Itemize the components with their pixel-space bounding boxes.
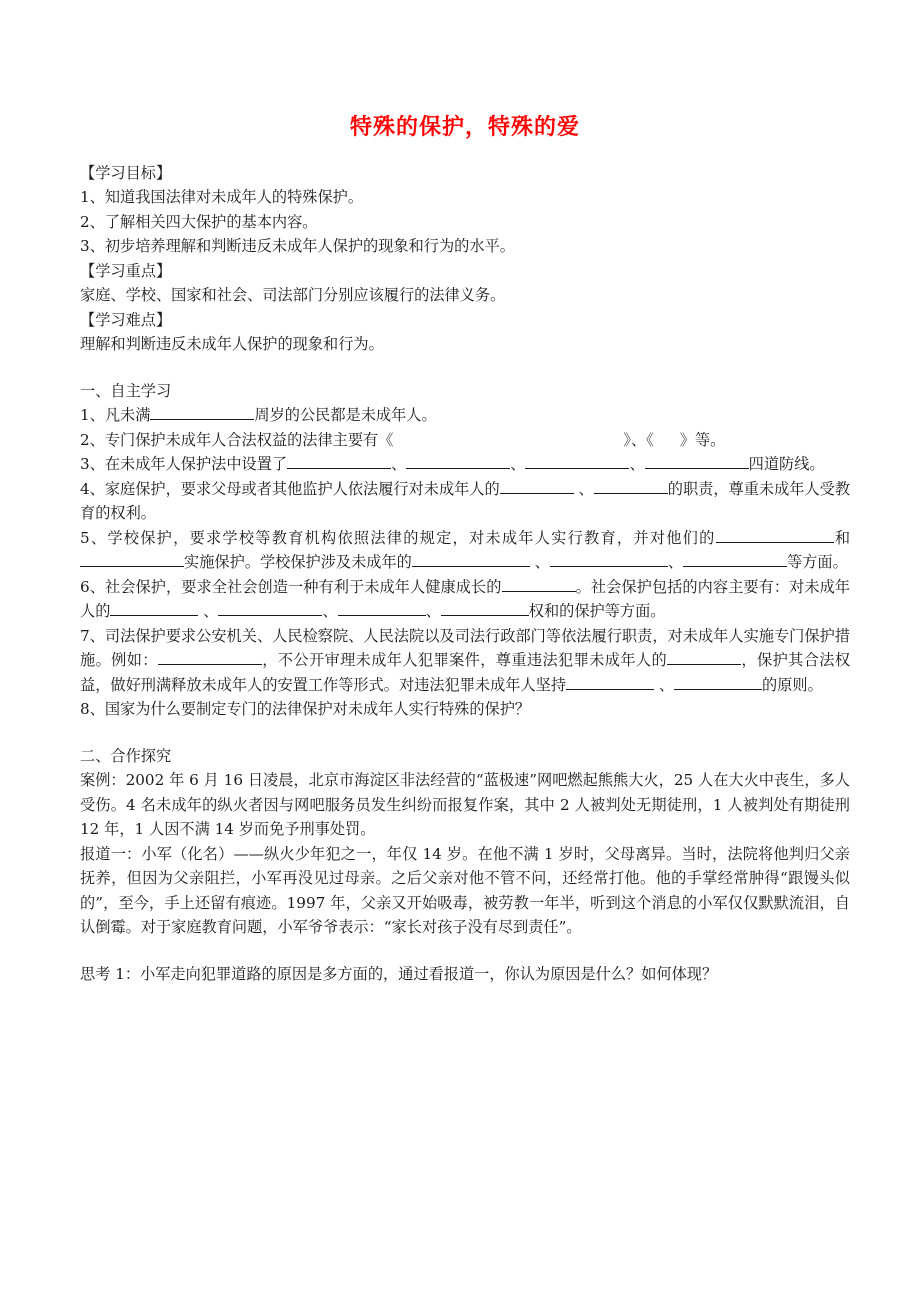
q7-p3: ，保护其合法权益，做好刑满释放未成年人的安置工作等形式。对违法犯罪未成年人坚持 bbox=[80, 651, 851, 694]
objective-item-1: 1、知道我国法律对未成年人的特殊保护。 bbox=[80, 188, 364, 207]
q5-p1: 5、学校保护，要求学校等教育机构依照法律的规定，对未成年人实行教育，并对他们的 bbox=[80, 528, 716, 547]
q3-suffix: 四道防线。 bbox=[748, 455, 825, 474]
question-one-text: 思考 1：小军走向犯罪道路的原因是多方面的，通过看报道一，你认为原因是什么？如何体现？ bbox=[80, 964, 718, 983]
fill-blank[interactable] bbox=[150, 419, 254, 420]
fill-blank[interactable] bbox=[550, 566, 668, 567]
fill-blank[interactable] bbox=[338, 615, 426, 616]
q5-p5: 、 bbox=[667, 553, 684, 572]
cooperative-heading: 二、合作探究 bbox=[80, 746, 172, 765]
self-study-question-8: 8、国家为什么要制定专门的法律保护对未成年人实行特殊的保护？ bbox=[80, 700, 531, 719]
q4-prefix: 4、家庭保护，要求父母或者其他监护人依法履行对未成年人的 bbox=[80, 479, 500, 498]
spacer bbox=[80, 940, 850, 962]
q5-p2: 和 bbox=[833, 528, 851, 547]
fill-blank[interactable] bbox=[674, 689, 762, 690]
spacer bbox=[80, 722, 850, 744]
q6-p3: 、 bbox=[198, 602, 219, 621]
q5-p3: 实施保护。学校保护涉及未成年的 bbox=[184, 553, 412, 572]
self-study-question-3 bbox=[80, 452, 850, 477]
fill-blank[interactable] bbox=[500, 493, 574, 494]
spacer bbox=[80, 357, 850, 379]
page-title: 特殊的保护，特殊的爱 bbox=[349, 114, 580, 140]
self-study-question-2 bbox=[80, 428, 850, 453]
key-points-text: 家庭、学校、国家和社会、司法部门分别应该履行的法律义务。 bbox=[80, 286, 506, 305]
fill-blank[interactable] bbox=[594, 493, 668, 494]
q2-suffix: 》等。 bbox=[679, 430, 726, 449]
fill-blank[interactable] bbox=[441, 615, 529, 616]
objectives-heading: 【学习目标】 bbox=[80, 163, 172, 182]
q2-prefix: 2、专门保护未成年人合法权益的法律主要有《 bbox=[80, 430, 394, 449]
self-study-heading: 一、自主学习 bbox=[80, 381, 172, 400]
fill-blank[interactable] bbox=[645, 468, 749, 469]
q1-prefix: 1、凡未满 bbox=[80, 406, 151, 425]
self-study-question-4 bbox=[80, 477, 850, 526]
q3-sep2: 、 bbox=[510, 455, 526, 474]
key-points-heading: 【学习重点】 bbox=[80, 261, 172, 280]
objective-item-3: 3、初步培养理解和判断违反未成年人保护的现象和行为的水平。 bbox=[80, 237, 515, 256]
q3-sep1: 、 bbox=[391, 455, 407, 474]
case-text: 案例：2002 年 6 月 16 日凌晨，北京市海淀区非法经营的“蓝极速”网吧燃起熊熊大火，25 人在大火中丧生，多人受伤。4 名未成年的纵火者因与网吧服务员发生纠纷而报复作案，其中 2 人被判处无期徒刑，1 人被判处有期徒刑 12 年，1 人因不满 14 岁而免予刑事处罚。 bbox=[80, 771, 855, 839]
self-study-question-1 bbox=[80, 403, 850, 428]
q6-p6: 权和的保护等方面。 bbox=[528, 602, 666, 621]
q3-prefix: 3、在未成年人保护法中设置了 bbox=[80, 455, 288, 474]
fill-blank[interactable] bbox=[218, 615, 322, 616]
fill-blank[interactable] bbox=[110, 615, 198, 616]
q6-p2: 。社会保护包括的内容主要有：对未成年人的 bbox=[80, 577, 851, 621]
fill-blank[interactable] bbox=[667, 664, 741, 665]
q4-suffix: 的职责，尊重未成年人受教育的权利。 bbox=[80, 479, 850, 523]
objective-item-2: 2、了解相关四大保护的基本内容。 bbox=[80, 212, 318, 231]
fill-blank[interactable] bbox=[406, 468, 510, 469]
difficulties-heading: 【学习难点】 bbox=[80, 310, 172, 329]
q6-p1: 6、社会保护，要求全社会创造一种有利于未成年人健康成长的 bbox=[80, 577, 502, 596]
q1-suffix: 周岁的公民都是未成年人。 bbox=[254, 406, 437, 425]
q4-sep: 、 bbox=[573, 479, 594, 498]
q7-p1: 7、司法保护要求公安机关、人民检察院、人民法院以及司法行政部门等依法履行职责，对未成年人实施专门保护措施。例如： bbox=[80, 626, 850, 670]
fill-blank[interactable] bbox=[502, 591, 576, 592]
self-study-question-5 bbox=[80, 526, 850, 575]
self-study-question-7 bbox=[80, 624, 850, 698]
q5-p6: 等方面。 bbox=[787, 553, 848, 572]
q3-sep3: 、 bbox=[629, 455, 645, 474]
fill-blank[interactable] bbox=[80, 566, 184, 567]
q5-p4: 、 bbox=[529, 553, 550, 572]
fill-blank[interactable] bbox=[716, 542, 834, 543]
fill-blank[interactable] bbox=[287, 468, 391, 469]
self-study-question-6 bbox=[80, 575, 850, 624]
q7-p5: 的原则。 bbox=[762, 675, 823, 694]
q6-p5: 、 bbox=[425, 602, 441, 621]
difficulties-text: 理解和判断违反未成年人保护的现象和行为。 bbox=[80, 335, 384, 354]
q2-mid: 》、《 bbox=[623, 430, 654, 449]
q7-p4: 、 bbox=[654, 675, 675, 694]
q6-p4: 、 bbox=[322, 602, 338, 621]
report-one-text: 报道一：小军（化名）——纵火少年犯之一，年仅 14 岁。在他不满 1 岁时，父母离异。当时，法院将他判归父亲抚养，但因为父亲阻拦，小军再没见过母亲。之后父亲对他不管不问，还经常打他。他的手掌经常肿得“跟馒头似的”，至今，手上还留有痕迹。1997 年，父亲又开始吸毒，被劳教一年半，听到这个消息的小军仅仅默默流泪，自认倒霉。对于家庭教育问题，小军爷爷表示：“家长对孩子没有尽到责任”。 bbox=[80, 844, 850, 937]
fill-blank[interactable] bbox=[683, 566, 787, 567]
fill-blank[interactable] bbox=[525, 468, 629, 469]
fill-blank[interactable] bbox=[412, 566, 530, 567]
fill-blank[interactable] bbox=[158, 664, 262, 665]
document-content bbox=[80, 0, 855, 986]
fill-blank[interactable] bbox=[566, 689, 654, 690]
q7-p2: ，不公开审理未成年人犯罪案件，尊重违法犯罪未成年人的 bbox=[261, 651, 668, 670]
